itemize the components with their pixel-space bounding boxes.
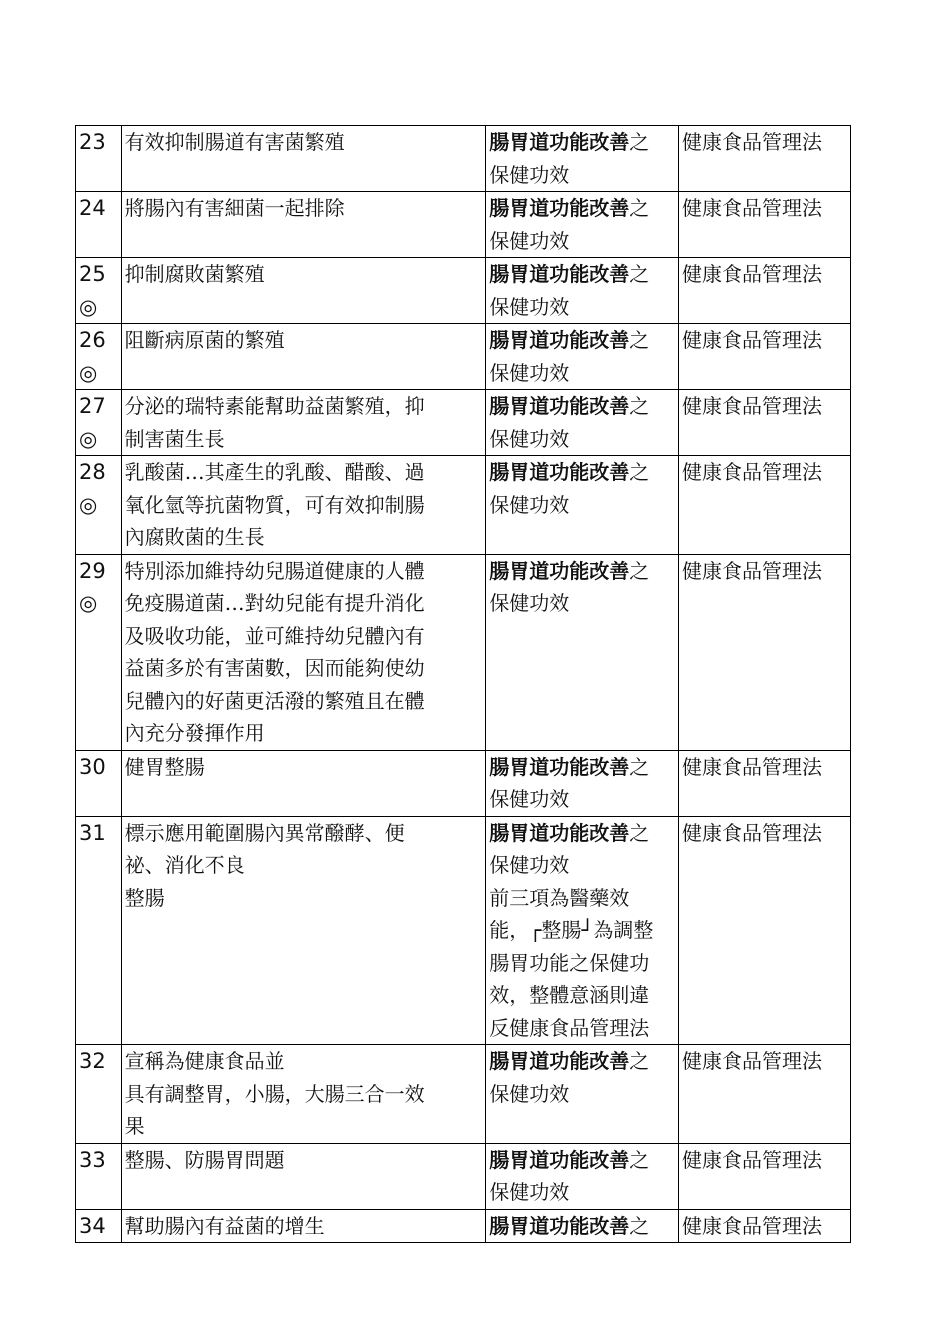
category-suffix: 之 (629, 754, 650, 779)
claim-description-line: 將腸內有害細菌一起排除 (124, 196, 345, 220)
claim-description-cell (121, 390, 486, 456)
claim-description-line: 抑制腐敗菌繁殖 (124, 262, 265, 286)
table-row (76, 390, 851, 456)
category-line: 反健康食品管理法 (489, 1015, 650, 1040)
law-cell (678, 1045, 850, 1144)
claim-description-cell (121, 456, 486, 555)
mark-symbol: ◎ (79, 426, 98, 451)
claim-description-line: 特別添加維持幼兒腸道健康的人體 (124, 558, 425, 583)
row-number: 31 (79, 820, 106, 845)
category-first-line (489, 555, 675, 588)
claim-description-line: 免疫腸道菌…對幼兒能有提升消化 (124, 591, 425, 615)
law-name: 健康食品管理法 (681, 460, 822, 484)
claim-description-line: 氧化氫等抗菌物質，可有效抑制腸 (124, 492, 425, 517)
category-cell (486, 750, 679, 816)
category-line: 保健功效 (489, 228, 570, 253)
category-bold-text: 腸胃道功能改善 (489, 262, 630, 286)
category-line: 保健功效 (489, 162, 570, 187)
law-name: 健康食品管理法 (681, 394, 822, 418)
row-number-cell (76, 816, 122, 1045)
law-name: 健康食品管理法 (681, 1213, 822, 1238)
table-row (76, 456, 851, 555)
claim-description-line: 祕、消化不良 (124, 853, 245, 877)
row-number: 28 (79, 460, 106, 484)
law-cell (678, 324, 850, 390)
row-number: 27 (79, 394, 106, 418)
mark-symbol: ◎ (79, 591, 98, 615)
category-first-line (489, 324, 675, 357)
claim-description-line: 乳酸菌…其產生的乳酸、醋酸、過 (124, 460, 425, 484)
claim-description-cell (121, 126, 486, 192)
law-cell (678, 258, 850, 324)
claim-description-cell (121, 1209, 486, 1243)
claim-description-line: 分泌的瑞特素能幫助益菌繁殖，抑 (124, 394, 425, 418)
claim-description-line: 果 (124, 1114, 145, 1138)
category-cell (486, 816, 679, 1045)
category-cell (486, 1045, 679, 1144)
category-suffix: 之 (629, 130, 650, 154)
law-cell (678, 816, 850, 1045)
law-cell (678, 1143, 850, 1209)
claim-description-cell (121, 1143, 486, 1209)
category-bold-text: 腸胃道功能改善 (489, 196, 630, 220)
claim-description-cell (121, 258, 486, 324)
category-first-line (489, 1210, 675, 1243)
claim-description-line: 有效抑制腸道有害菌繁殖 (124, 130, 345, 154)
category-bold-text: 腸胃道功能改善 (489, 1147, 630, 1172)
category-bold-text: 腸胃道功能改善 (489, 328, 630, 352)
claim-description-line: 阻斷病原菌的繁殖 (124, 328, 285, 352)
law-name: 健康食品管理法 (681, 1147, 822, 1172)
category-cell (486, 258, 679, 324)
row-number: 29 (79, 558, 106, 583)
category-bold-text: 腸胃道功能改善 (489, 754, 630, 779)
row-number-cell (76, 750, 122, 816)
category-suffix: 之 (629, 394, 650, 418)
claim-description-line: 健胃整腸 (124, 754, 205, 779)
category-cell (486, 192, 679, 258)
category-cell (486, 554, 679, 750)
row-number: 32 (79, 1049, 106, 1073)
mark-symbol: ◎ (79, 294, 98, 319)
law-name: 健康食品管理法 (681, 328, 822, 352)
row-number-cell (76, 258, 122, 324)
law-name: 健康食品管理法 (681, 754, 822, 779)
law-name: 健康食品管理法 (681, 1049, 822, 1073)
row-number: 26 (79, 328, 106, 352)
category-cell (486, 1143, 679, 1209)
claim-description-line: 標示應用範圍腸內異常醱酵、便 (124, 820, 405, 845)
law-cell (678, 554, 850, 750)
category-line: 效，整體意涵則違 (489, 983, 650, 1007)
category-line: 保健功效 (489, 1081, 570, 1106)
law-cell (678, 456, 850, 555)
category-line: 腸胃功能之保健功 (489, 950, 650, 975)
category-suffix: 之 (629, 460, 650, 484)
claim-description-cell (121, 1045, 486, 1144)
category-suffix: 之 (629, 1147, 650, 1172)
row-number-cell (76, 1209, 122, 1243)
table-row (76, 750, 851, 816)
row-number: 30 (79, 754, 106, 779)
category-first-line (489, 192, 675, 225)
category-line: 保健功效 (489, 360, 570, 385)
category-bold-text: 腸胃道功能改善 (489, 130, 630, 154)
category-line: 保健功效 (489, 1180, 570, 1204)
category-bold-text: 腸胃道功能改善 (489, 820, 630, 845)
table-row (76, 258, 851, 324)
law-name: 健康食品管理法 (681, 820, 822, 845)
category-suffix: 之 (629, 820, 650, 845)
row-number-cell (76, 456, 122, 555)
category-line: 能，┌整腸┘為調整 (489, 918, 654, 942)
claim-description-line: 幫助腸內有益菌的增生 (124, 1213, 325, 1238)
claim-description-line: 整腸、防腸胃問題 (124, 1147, 285, 1172)
category-line: 保健功效 (489, 787, 570, 811)
claim-description-line: 兒體內的好菌更活潑的繁殖且在體 (124, 688, 425, 713)
category-first-line (489, 390, 675, 423)
category-first-line (489, 1045, 675, 1078)
category-bold-text: 腸胃道功能改善 (489, 1213, 630, 1238)
table-row (76, 126, 851, 192)
law-name: 健康食品管理法 (681, 130, 822, 154)
category-line: 保健功效 (489, 294, 570, 319)
claim-description-cell (121, 554, 486, 750)
row-number: 34 (79, 1213, 106, 1238)
category-suffix: 之 (629, 196, 650, 220)
row-number-cell (76, 1045, 122, 1144)
category-suffix: 之 (629, 558, 650, 583)
table-row (76, 1045, 851, 1144)
row-number: 25 (79, 262, 106, 286)
category-cell (486, 1209, 679, 1243)
table-row (76, 324, 851, 390)
mark-symbol: ◎ (79, 360, 98, 385)
table-row (76, 192, 851, 258)
table-row (76, 1143, 851, 1209)
category-cell (486, 126, 679, 192)
row-number-cell (76, 390, 122, 456)
claim-description-cell (121, 816, 486, 1045)
category-suffix: 之 (629, 262, 650, 286)
claims-table-body (76, 126, 851, 1243)
row-number-cell (76, 554, 122, 750)
table-row (76, 1209, 851, 1243)
category-cell (486, 456, 679, 555)
row-number-cell (76, 324, 122, 390)
row-number: 23 (79, 130, 106, 154)
category-bold-text: 腸胃道功能改善 (489, 558, 630, 583)
row-number-cell (76, 192, 122, 258)
category-line: 前三項為醫藥效 (489, 885, 630, 910)
table-row (76, 816, 851, 1045)
category-first-line (489, 1144, 675, 1177)
claim-description-line: 及吸收功能，並可維持幼兒體內有 (124, 623, 425, 648)
category-bold-text: 腸胃道功能改善 (489, 1049, 630, 1073)
category-cell (486, 390, 679, 456)
category-bold-text: 腸胃道功能改善 (489, 394, 630, 418)
category-suffix: 之 (629, 328, 650, 352)
row-number: 24 (79, 196, 106, 220)
category-bold-text: 腸胃道功能改善 (489, 460, 630, 484)
claim-description-line: 內充分發揮作用 (124, 721, 265, 745)
claim-description-line: 宣稱為健康食品並 (124, 1049, 285, 1073)
row-number-cell (76, 126, 122, 192)
law-name: 健康食品管理法 (681, 262, 822, 286)
category-line: 保健功效 (489, 853, 570, 877)
category-cell (486, 324, 679, 390)
category-suffix: 之 (629, 1049, 650, 1073)
law-name: 健康食品管理法 (681, 558, 822, 583)
law-cell (678, 126, 850, 192)
category-first-line (489, 126, 675, 159)
law-cell (678, 1209, 850, 1243)
mark-symbol: ◎ (79, 492, 98, 517)
category-first-line (489, 456, 675, 489)
category-suffix: 之 (629, 1213, 650, 1238)
law-name: 健康食品管理法 (681, 196, 822, 220)
claim-description-line: 整腸 (124, 885, 165, 910)
row-number-cell (76, 1143, 122, 1209)
category-line: 保健功效 (489, 426, 570, 451)
claim-description-cell (121, 192, 486, 258)
law-cell (678, 390, 850, 456)
claims-table (75, 125, 851, 1243)
claim-description-cell (121, 750, 486, 816)
category-first-line (489, 751, 675, 784)
table-row (76, 554, 851, 750)
claim-description-line: 內腐敗菌的生長 (124, 525, 265, 549)
category-line: 保健功效 (489, 492, 570, 517)
claim-description-line: 具有調整胃，小腸，大腸三合一效 (124, 1081, 425, 1106)
claim-description-line: 制害菌生長 (124, 426, 225, 451)
law-cell (678, 192, 850, 258)
category-first-line (489, 817, 675, 850)
claim-description-cell (121, 324, 486, 390)
category-line: 保健功效 (489, 591, 570, 615)
law-cell (678, 750, 850, 816)
row-number: 33 (79, 1147, 106, 1172)
category-first-line (489, 258, 675, 291)
claim-description-line: 益菌多於有害菌數，因而能夠使幼 (124, 656, 425, 680)
